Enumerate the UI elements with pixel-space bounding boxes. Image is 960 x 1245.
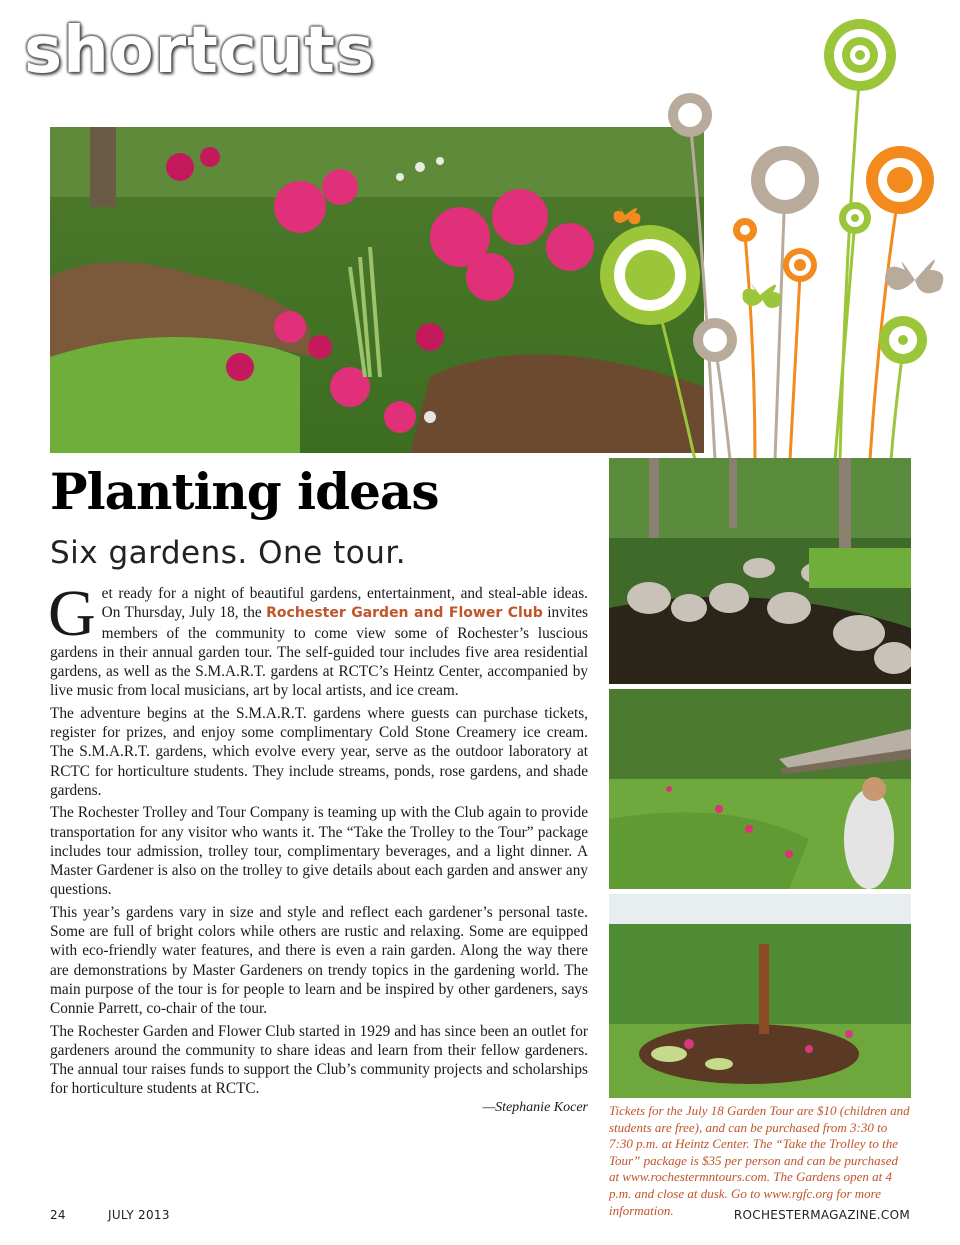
pond-garden-photo (609, 458, 911, 684)
headline: Planting ideas (50, 462, 439, 521)
paragraph-1-rest: invites members of the community to come view some of Rochester’s luscious gardens in their annual garden tour. The self-guided tour includes five area residential gardens, as well as the S.M.A.R.T. gardens at RCTC’s Heintz Center, accompanied by live music from local musicians, art by local artists, and ice cream. (50, 604, 588, 700)
paragraph-4: This year’s gardens vary in size and style and reflect each gardener’s personal taste. Some are full of bright colors while others are rustic and relaxing. Some are equipped with eco-friendly water features, and there is even a rain garden. Along the way there are demonstrations by Master Gardeners on trendy topics in the gardening world. The main purpose of the tour is for people to learn and be inspired by other gardeners, says Connie Parrett, co-chair of the tour. (50, 903, 588, 1018)
lawn-garden-photo (609, 689, 911, 889)
meadow-garden-photo (609, 894, 911, 1098)
club-name: Rochester Garden and Flower Club (266, 605, 543, 622)
website-url: ROCHESTERMAGAZINE.COM (733, 1208, 910, 1222)
page-number: 24 (50, 1208, 66, 1222)
paragraph-1 (48, 577, 588, 701)
paragraph-2: The adventure begins at the S.M.A.R.T. gardens where guests can purchase tickets, register for prizes, and enjoy some complimentary Cold Stone Creamery ice cream. The S.M.A.R.T. gardens, which evolve every year, serve as the outdoor laboratory at RCTC for horticulture students. They include streams, ponds, rose gardens, and shade gardens. (50, 704, 588, 799)
ticket-caption: Tickets for the July 18 Garden Tour are $10 (children and students are free), and can be purchased from 3:30 to 7:30 p.m. at Heintz Center. The “Take the Trolley to the Tour” package is $35 per person and can be purchased at www.rochestermntours.com. The Gardens open at 4 p.m. and close at dusk. Go to www.rgfc.org for more information. (609, 1103, 910, 1218)
paragraph-5: The Rochester Garden and Flower Club started in 1929 and has since been an outlet for gardeners around the community to share ideas and learn from their fellow gardeners. The annual tour raises funds to support the Club’s community projects and scholarships for horticulture students at RCTC. (50, 1022, 588, 1098)
section-title: shortcuts (24, 14, 375, 88)
paragraph-1-lead: et ready for a night of beautiful gardens, entertainment, and steal-able ideas. On Thursday, July 18, the (101, 585, 588, 622)
flower-large-lime (600, 225, 700, 325)
article-body (48, 577, 588, 1102)
issue-date: JULY 2013 (108, 1208, 170, 1222)
drop-cap: G (48, 577, 96, 650)
subheadline: Six gardens. One tour. (50, 535, 407, 571)
decorative-flowers-illustration (595, 10, 960, 460)
byline: —Stephanie Kocer (482, 1100, 588, 1115)
paragraph-3: The Rochester Trolley and Tour Company is teaming up with the Club again to provide transportation for any visitor who wants it. The “Take the Trolley to the Tour” package includes tour admission, trolley tour, complimentary beverages, and a light dinner. A Master Gardener is also on the trolley to give details about each garden and answer any questions. (50, 804, 588, 899)
